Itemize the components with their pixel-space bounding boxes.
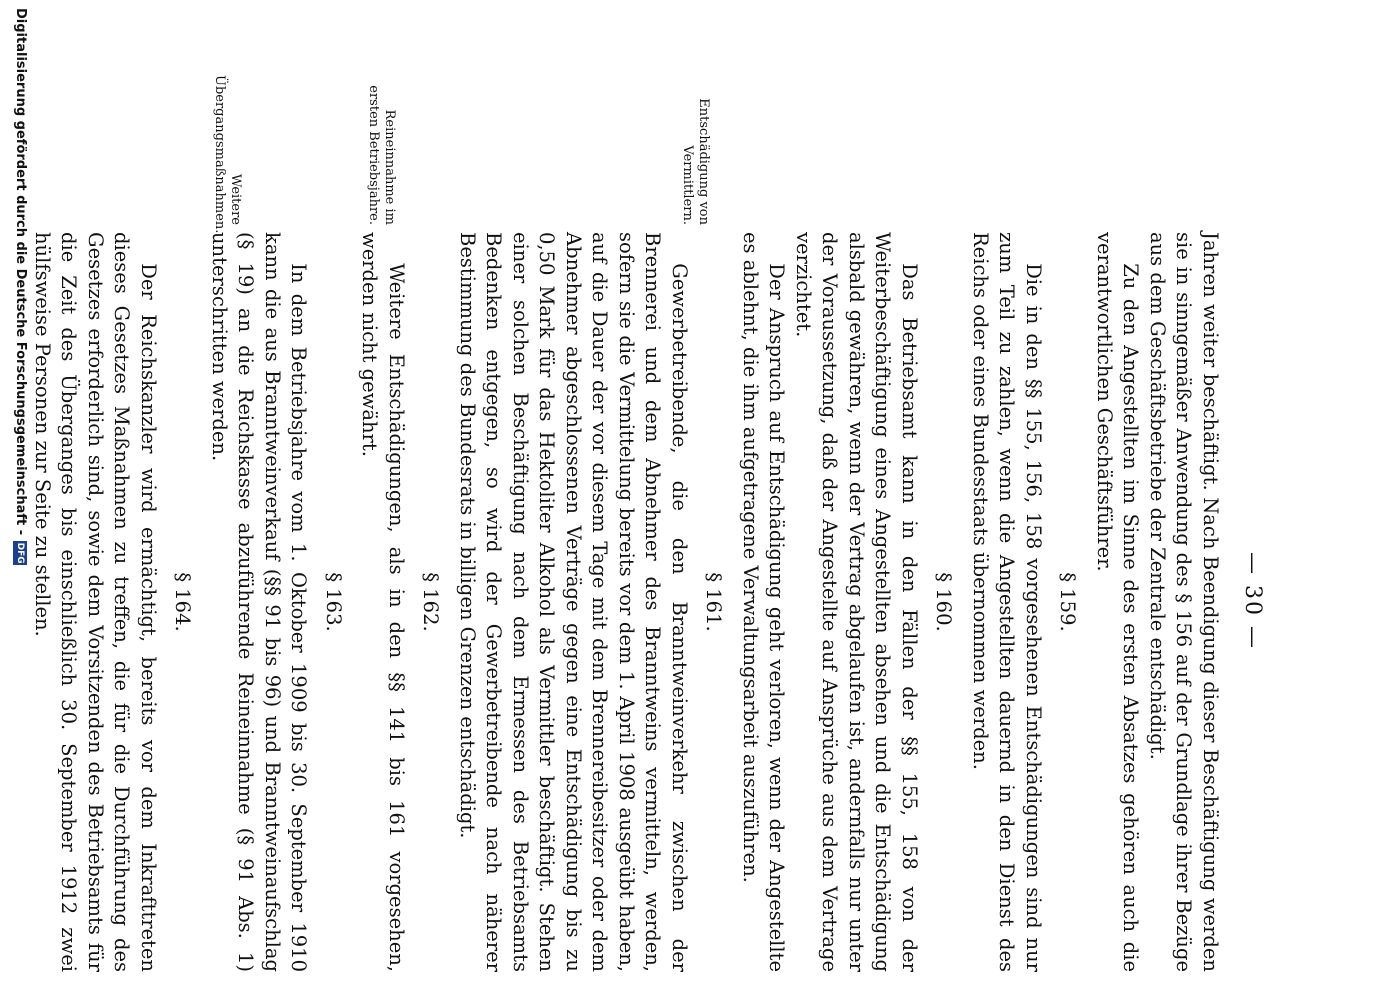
- paragraph: Die in den §§ 155, 156, 158 vorgesehenen Entschädigungen sind nur zum Teil zu zahlen, wenn die Angestellten dauernd in den Dienst des Reichs oder eines Bundesstaats übernommen werden.: [969, 232, 1045, 972]
- section-heading: § 162.: [419, 572, 443, 632]
- paragraph: Der Reichskanzler wird ermächtigt, bereits vor dem Inkrafttreten dieses Gesetzes Maßnahmen zu treffen, die für die Durchführung des Gesetzes erforderlich sind, sowie dem Vorsitzenden des Betriebsamts für die Zeit des Überganges bis einschließlich 30. September 1912 zwei hülfsweise Personen zur Seite zu stellen.: [31, 232, 160, 972]
- section-heading: § 164.: [171, 572, 195, 632]
- digitization-credit: [13, 8, 28, 565]
- paragraph: Gewerbetreibende, die den Branntweinverkehr zwischen der Brennerei und dem Abnehmer des Branntweins vermitteln, werden, sofern sie die Vermittelung bereits vor dem 1. April 1908 ausgeübt haben, auf die Dauer der vor diesem Tage mit dem Brennereibesitzer oder dem Abnehmer abgeschlossenen Verträge gegen eine Entschädigung bis zu 0,50 Mark für das Hektoliter Alkohol als Vermittler beschäftigt. Stehen einer solchen Beschäftigung nach dem Ermessen des Betriebsamts Bedenken entgegen, so wird der Gewerbetreibende nach näherer Bestimmung des Bundesrats in billigen Grenzen entschädigt.: [456, 232, 691, 972]
- body-text: [29, 232, 1224, 972]
- margin-note: Entschädigung von Vermittlern.: [680, 98, 711, 225]
- paragraph: In dem Betriebsjahre vom 1. Oktober 1909 bis 30. September 1910 kann die aus Branntweinverkauf (§§ 91 bis 96) und Branntweinaufschlag (§ 19) an die Reichskasse abzuführende Reineinnahme (§ 91 Abs. 1) unterschritten werden.: [208, 232, 311, 972]
- section-heading: § 161.: [702, 572, 726, 632]
- credit-text: Digitalisierung gefördert durch die Deutsche Forschungsgemeinschaft -: [13, 8, 28, 536]
- margin-note: Weitere Übergangsmaßnahmen.: [212, 75, 243, 234]
- section-heading: § 160.: [932, 572, 956, 632]
- section-heading: § 163.: [322, 572, 345, 632]
- page-number: — 30 —: [1240, 552, 1265, 650]
- paragraph: Jahren weiter beschäftigt. Nach Beendigung dieser Beschäftigung werden sie in sinngemäßer Anwendung des § 156 auf der Grundlage ihrer Bezüge aus dem Geschäftsbetriebe der Zentrale entschädigt.: [1146, 232, 1222, 972]
- section-heading: § 159.: [1056, 572, 1080, 632]
- dfg-logo: DFG: [15, 542, 26, 564]
- paragraph: Weitere Entschädigungen, als in den §§ 141 bis 161 vorgesehen, werden nicht gewährt.: [358, 232, 408, 972]
- paragraph: Der Anspruch auf Entschädigung geht verloren, wenn der Angestellte es ablehnt, die ihm aufgetragene Verwaltungsarbeit auszuführen.: [739, 232, 789, 972]
- paragraph: Das Betriebsamt kann in den Fällen der §§ 155, 158 von der Weiterbeschäftigung eines Angestellten absehen und die Entschädigung alsbald gewähren, wenn der Vertrag abgelaufen ist, andernfalls nur unter der Voraussetzung, daß der Angestellte auf Ansprüche aus dem Vertrage verzichtet.: [792, 232, 921, 972]
- paragraph: Zu den Angestellten im Sinne des ersten Absatzes gehören auch die verantwortlichen Geschäftsführer.: [1093, 232, 1143, 972]
- margin-note: Reineinnahme im ersten Betriebsjahre.: [366, 85, 397, 225]
